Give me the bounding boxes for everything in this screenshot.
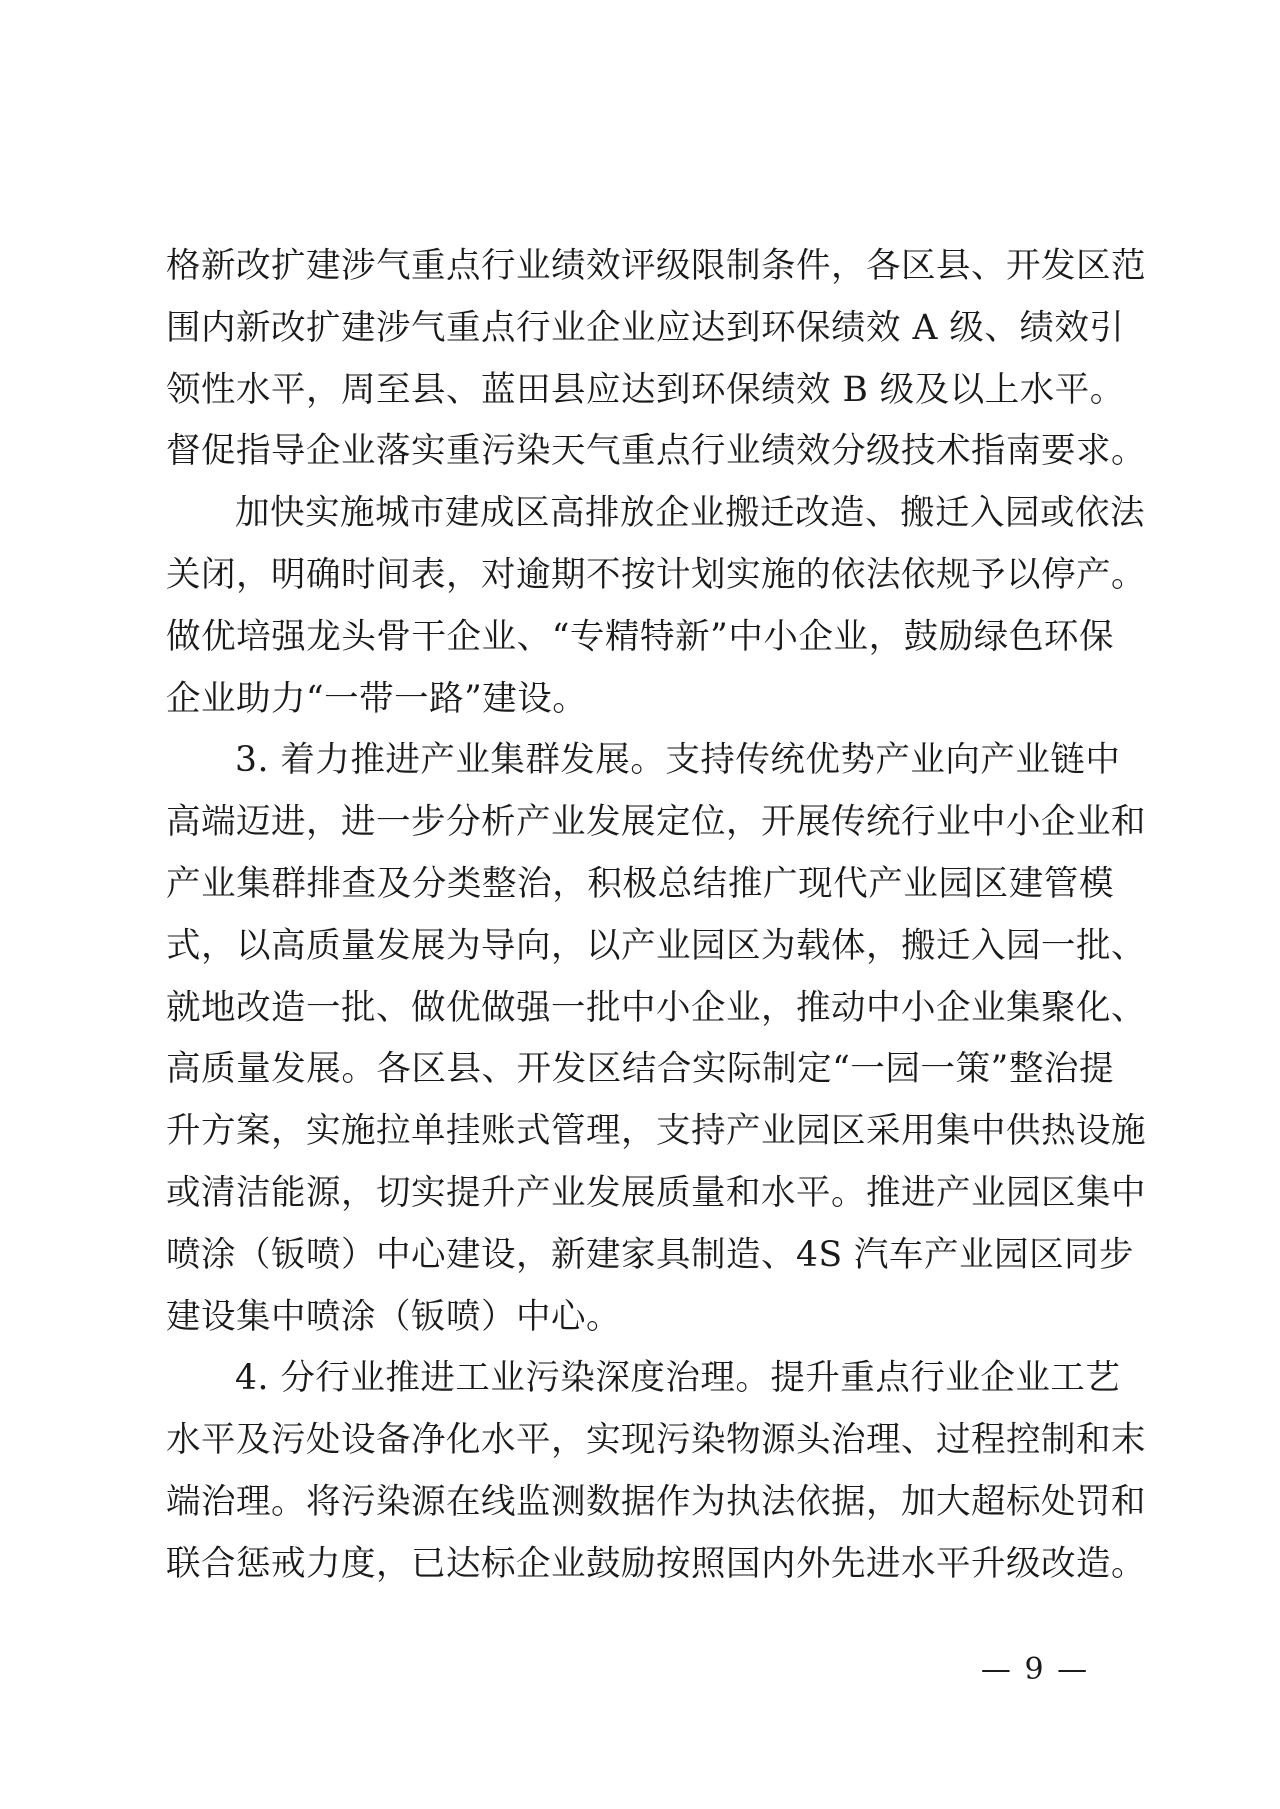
text-line: 关闭，明确时间表，对逾期不按计划实施的依法依规予以停产。 [166, 554, 1146, 595]
text-line: 升方案，实施拉单挂账式管理，支持产业园区采用集中供热设施 [166, 1111, 1146, 1152]
text-line: 就地改造一批、做优做强一批中小企业，推动中小企业集聚化、 [166, 987, 1146, 1028]
text-line: 高端迈进，进一步分析产业发展定位，开展传统行业中小企业和 [166, 802, 1146, 843]
text-line: 3. 着力推进产业集群发展。支持传统优势产业向产业链中 [235, 740, 1121, 781]
text-line: 围内新改扩建涉气重点行业企业应达到环保绩效 A 级、绩效引 [166, 307, 1125, 348]
page-number: — 9 — [980, 1652, 1090, 1687]
text-line: 或清洁能源，切实提升产业发展质量和水平。推进产业园区集中 [166, 1172, 1146, 1213]
text-line: 高质量发展。各区县、开发区结合实际制定“一园一策”整治提 [166, 1049, 1114, 1090]
text-line: 4. 分行业推进工业污染深度治理。提升重点行业企业工艺 [235, 1358, 1121, 1399]
text-line: 企业助力“一带一路”建设。 [166, 678, 588, 719]
body-text [166, 236, 1146, 1596]
text-line: 建设集中喷涂（钣喷）中心。 [166, 1296, 621, 1337]
text-line: 水平及污处设备净化水平，实现污染物源头治理、过程控制和末 [166, 1420, 1146, 1461]
text-line: 产业集群排查及分类整治，积极总结推广现代产业园区建管模 [166, 863, 1114, 904]
text-line: 格新改扩建涉气重点行业绩效评级限制条件，各区县、开发区范 [166, 246, 1146, 286]
text-line: 喷涂（钣喷）中心建设，新建家具制造、4S 汽车产业园区同步 [166, 1234, 1135, 1275]
text-line: 式，以高质量发展为导向，以产业园区为载体，搬迁入园一批、 [166, 925, 1146, 966]
text-line: 做优培强龙头骨干企业、“专精特新”中小企业，鼓励绿色环保 [166, 616, 1114, 657]
text-line: 联合惩戒力度，已达标企业鼓励按照国内外先进水平升级改造。 [166, 1543, 1146, 1584]
text-line: 加快实施城市建成区高排放企业搬迁改造、搬迁入园或依法 [235, 493, 1145, 534]
text-line: 端治理。将污染源在线监测数据作为执法依据，加大超标处罚和 [166, 1481, 1146, 1522]
text-line: 领性水平，周至县、蓝田县应达到环保绩效 B 级及以上水平。 [166, 369, 1125, 410]
text-line: 督促指导企业落实重污染天气重点行业绩效分级技术指南要求。 [166, 431, 1146, 472]
